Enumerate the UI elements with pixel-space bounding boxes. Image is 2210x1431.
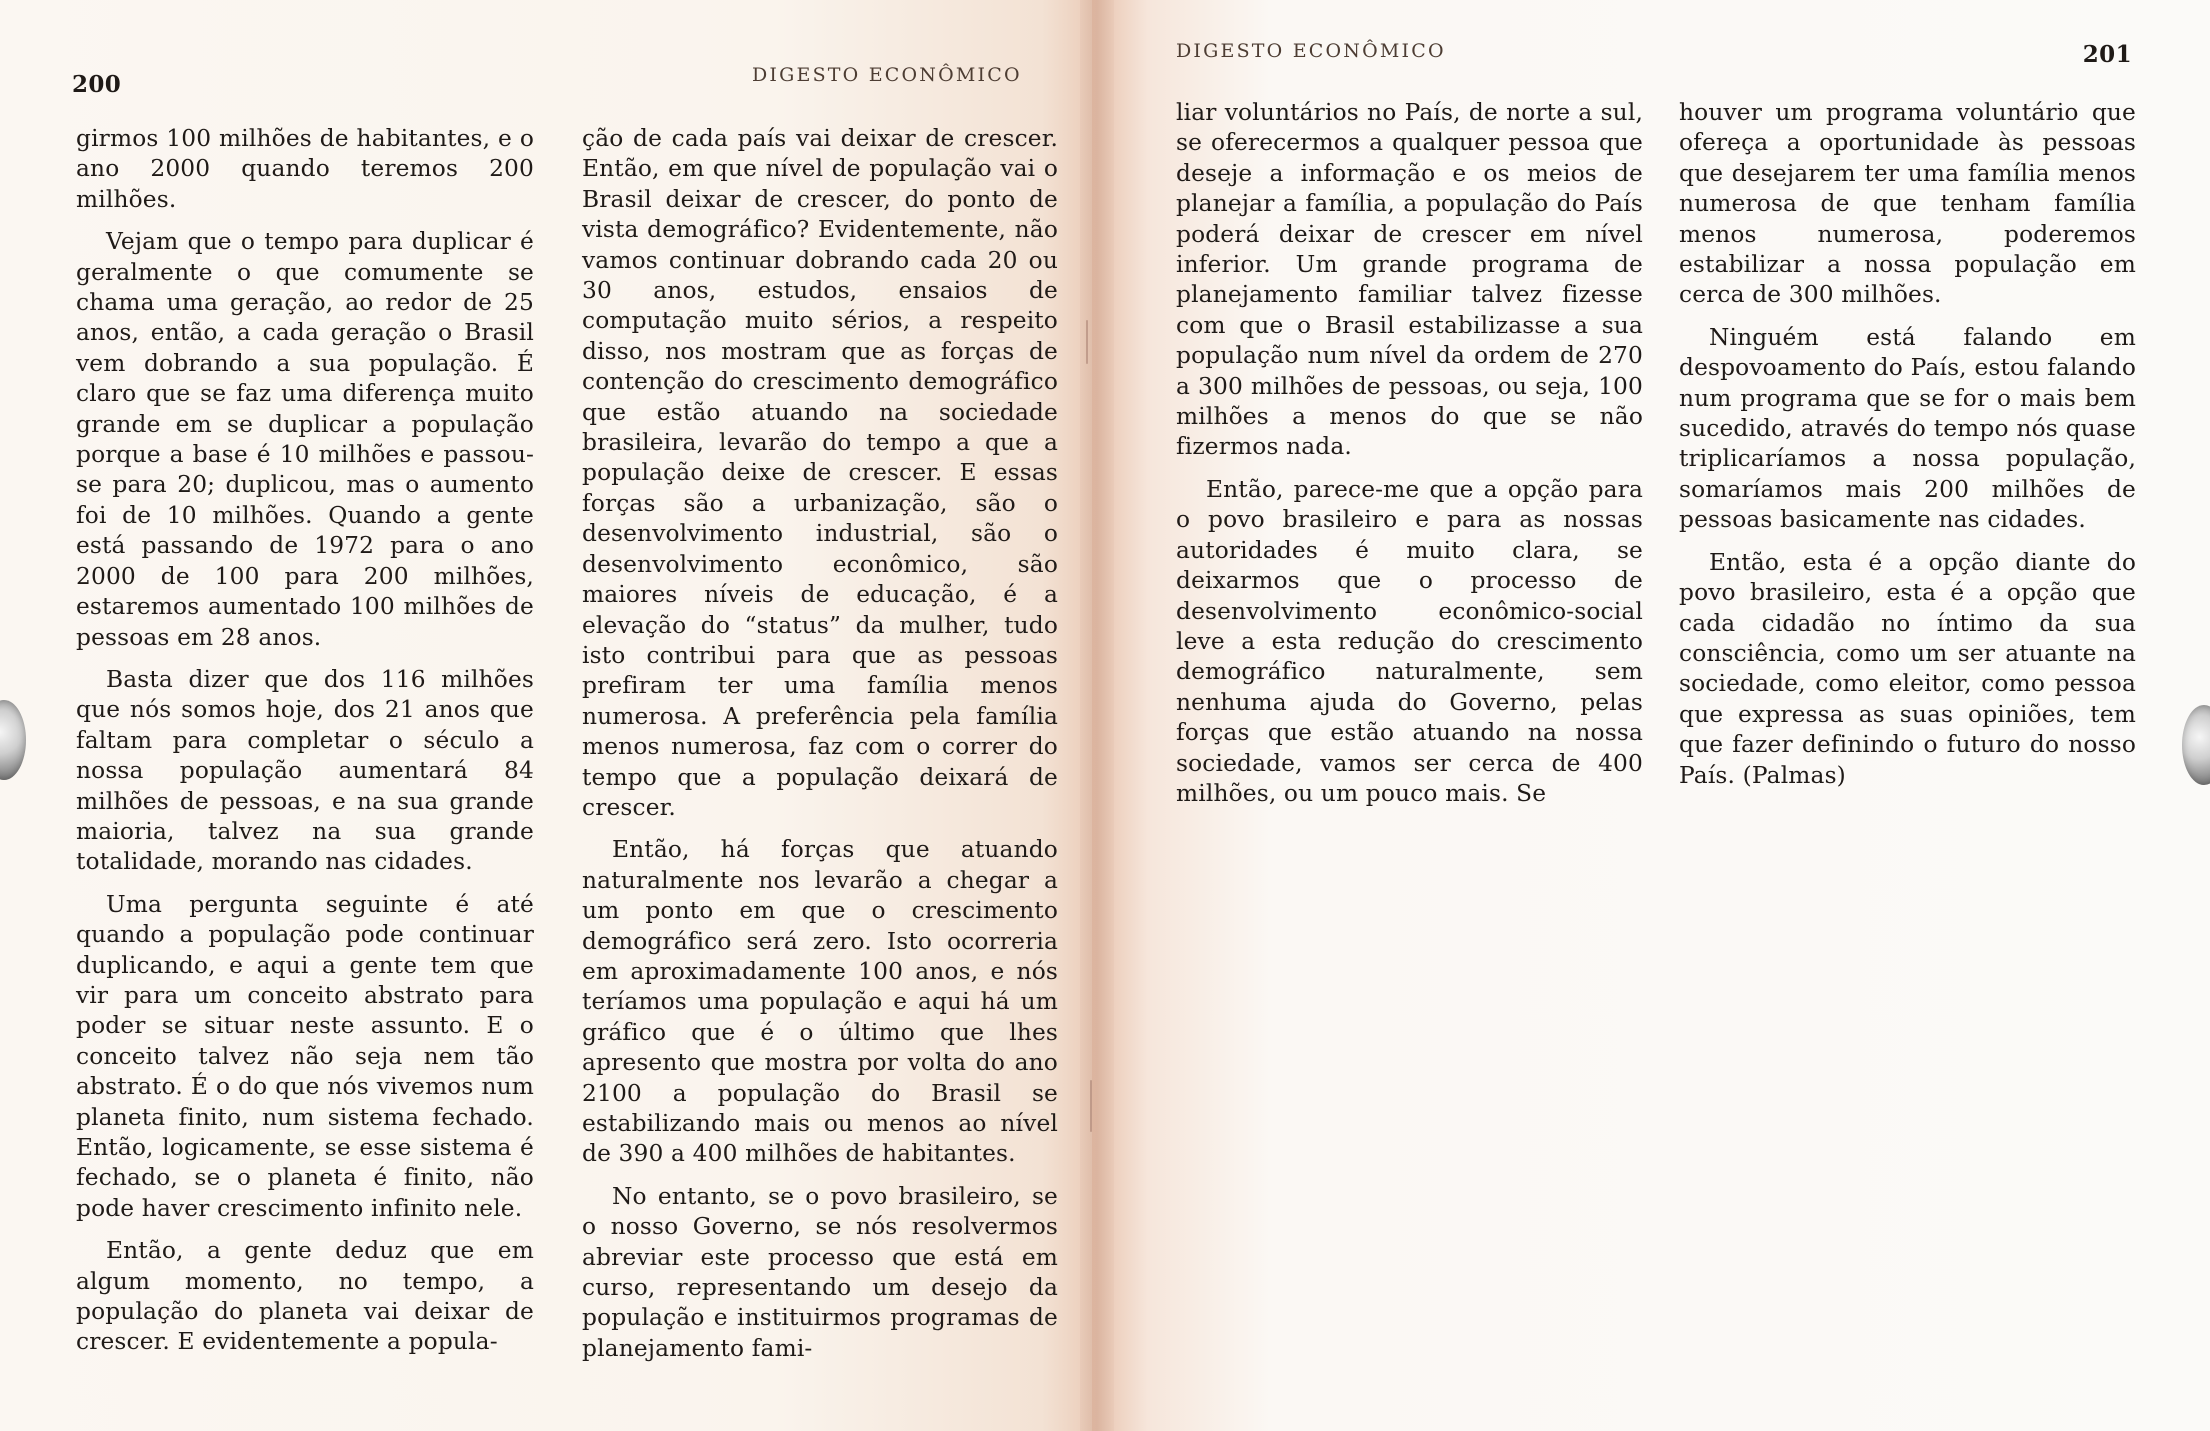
left-running-head: DIGESTO ECONÔMICO <box>752 64 1022 86</box>
right-page-number: 201 <box>2082 41 2132 68</box>
right-running-head: DIGESTO ECONÔMICO <box>1176 40 1446 62</box>
right-col2-paragraph-1: houver um programa voluntário que ofereça a oportunidade às pessoas que desejarem ter uma família menos numerosa de que tenham família menos numerosa, poderemos estabilizar a nossa população em cerca de 300 milhões. <box>1679 99 2136 309</box>
left-col1-paragraph-3: Basta dizer que dos 116 milhões que nós somos hoje, dos 21 anos que faltam para completar o século a nossa população aumentará 84 milhões de pessoas, e na sua grande maioria, talvez na sua grande totalidade, morando nas cidades. <box>76 665 534 876</box>
left-column-2 <box>582 124 1058 1364</box>
right-page <box>1092 0 2210 1431</box>
left-col1-paragraph-5: Então, a gente deduz que em algum momento, no tempo, a população do planeta vai deixar de crescer. E evidentemente a popula- <box>76 1237 534 1356</box>
page-edge-mark <box>1086 320 1088 364</box>
binder-ring-left <box>0 700 26 780</box>
right-col1-paragraph-2: Então, parece-me que a opção para o povo brasileiro e para as nossas autoridades é muito clara, se deixarmos que o processo de desenvolvimento econômico-social leve a esta redução do crescimento demográfico naturalmente, sem nenhuma ajuda do Governo, pelas forças que estão atuando na nossa sociedade, vamos ser cerca de 400 milhões, ou um pouco mais. Se <box>1176 475 1643 807</box>
right-column-2 <box>1679 98 2136 791</box>
page-edge-mark <box>1090 1080 1092 1132</box>
left-column-1 <box>76 124 534 1358</box>
left-col2-paragraph-2: Então, há forças que atuando naturalmente nos levarão a chegar a um ponto em que o crescimento demográfico será zero. Isto ocorreria em aproximadamente 100 anos, e nós teríamos uma população e aqui há um gráfico que é o último que lhes apresento que mostra por volta do ano 2100 a população do Brasil se estabilizando mais ou menos ao nível de 390 a 400 milhões de habitantes. <box>582 836 1058 1168</box>
left-page-number: 200 <box>72 71 122 98</box>
left-col1-paragraph-4: Uma pergunta seguinte é até quando a população pode continuar duplicando, e aqui a gente tem que vir para um conceito abstrato para poder se situar neste assunto. E o conceito talvez não seja nem tão abstrato. É o do que nós vivemos num planeta finito, num sistema fechado. Então, logicamente, se esse sistema é fechado, se o planeta é finito, não pode haver crescimento infinito nele. <box>76 890 534 1222</box>
right-column-1 <box>1176 98 1643 809</box>
left-col1-paragraph-1: girmos 100 milhões de habitantes, e o ano 2000 quando teremos 200 milhões. <box>76 125 534 213</box>
right-col2-paragraph-3: Então, esta é a opção diante do povo brasileiro, esta é a opção que cada cidadão no íntimo da sua consciência, como um ser atuante na sociedade, como eleitor, como pessoa que expressa as suas opiniões, tem que fazer definindo o futuro do nosso País. (Palmas) <box>1679 548 2136 789</box>
left-col2-paragraph-3: No entanto, se o povo brasileiro, se o nosso Governo, se nós resolvermos abreviar este processo que está em curso, representando um desejo da população e instituirmos programas de planejamento fami- <box>582 1182 1058 1362</box>
binder-ring-right <box>2182 705 2210 785</box>
left-col1-paragraph-2: Vejam que o tempo para duplicar é geralmente o que comumente se chama uma geração, ao redor de 25 anos, então, a cada geração o Brasil vem dobrando a sua população. É claro que se faz uma diferença muito grande em se duplicar a população porque a base é 10 milhões e passou-se para 20; duplicou, mas o aumento foi de 10 milhões. Quando a gente está passando de 1972 para o ano 2000 de 100 para 200 milhões, estaremos aumentado 100 milhões de pessoas em 28 anos. <box>76 228 534 651</box>
right-col1-paragraph-1: liar voluntários no País, de norte a sul, se oferecermos a qualquer pessoa que deseje a informação e os meios de planejar a família, a população do País poderá deixar de crescer em nível inferior. Um grande programa de planejamento familiar talvez fizesse com que o Brasil estabilizasse a sua população num nível da ordem de 270 a 300 milhões de pessoas, ou seja, 100 milhões a menos do que se não fizermos nada. <box>1176 99 1643 461</box>
left-col2-paragraph-1: ção de cada país vai deixar de crescer. Então, em que nível de população vai o Brasil deixar de crescer, do ponto de vista demográfico? Evidentemente, não vamos continuar dobrando cada 20 ou 30 anos, estudos, ensaios de computação muito sérios, a respeito disso, nos mostram que as forças de contenção do crescimento demográfico que estão atuando na sociedade brasileira, levarão do tempo a que a população deixe de crescer. E essas forças são a urbanização, são o desenvolvimento industrial, são o desenvolvimento econômico, são maiores níveis de educação, é a elevação do “status” da mulher, tudo isto contribui para que as pessoas prefiram ter uma família menos numerosa. A preferência pela família menos numerosa, faz com o correr do tempo que a população deixará de crescer. <box>582 125 1058 821</box>
right-col2-paragraph-2: Ninguém está falando em despovoamento do País, estou falando num programa que se for o mais bem sucedido, através do tempo nós quase triplicaríamos a nossa população, somaríamos mais 200 milhões de pessoas basicamente nas cidades. <box>1679 323 2136 534</box>
